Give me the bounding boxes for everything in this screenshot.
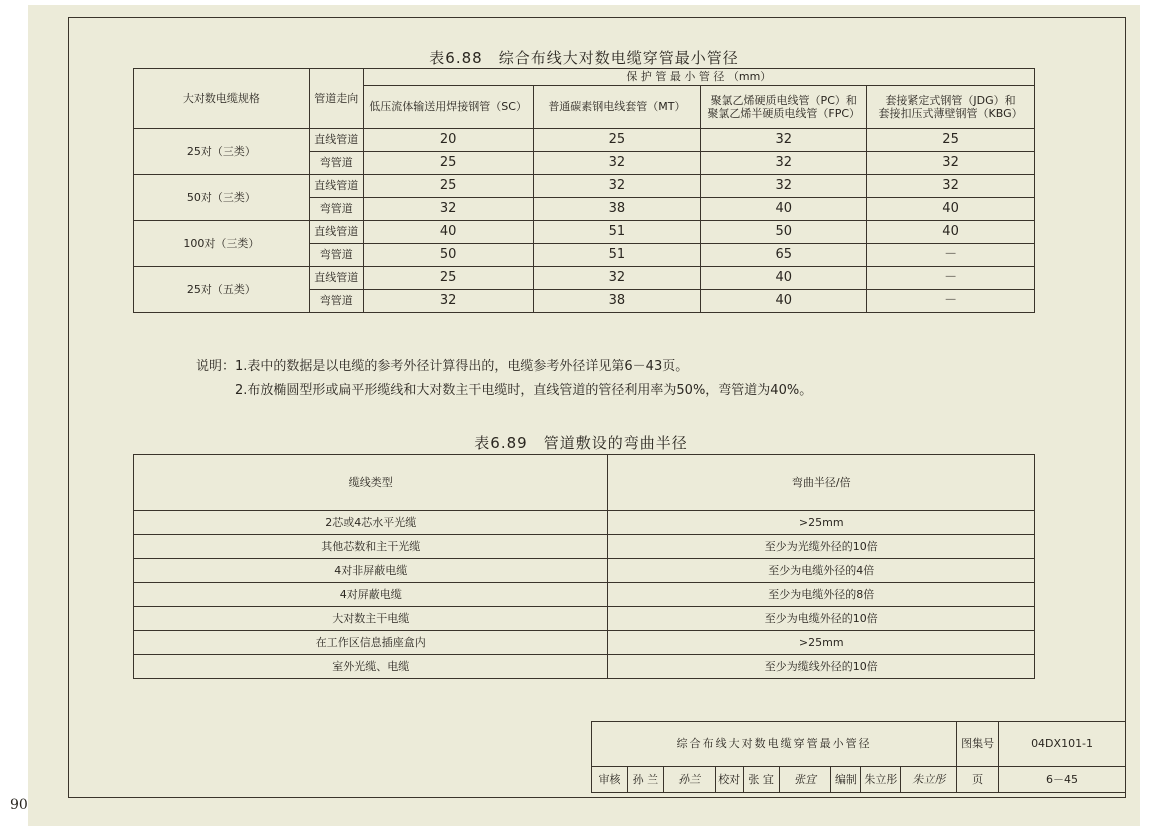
pc-cell: 40 [701,290,867,313]
jdg-cell: 32 [867,152,1035,175]
radius-cell: 至少为电缆外径的8倍 [608,583,1035,607]
header-radius: 弯曲半径/倍 [608,455,1035,511]
pc-cell: 50 [701,221,867,244]
draft-signature: 朱立彤 [901,767,957,793]
jdg-cell: 32 [867,175,1035,198]
sc-cell: 32 [363,290,533,313]
review-signature: 孙兰 [663,767,715,793]
check-label: 校对 [715,767,743,793]
table-row [134,221,1035,244]
sc-cell: 25 [363,175,533,198]
mt-cell: 25 [533,129,701,152]
type-cell: 其他芯数和主干光缆 [134,535,608,559]
mt-cell: 32 [533,267,701,290]
table-row [134,535,1035,559]
mt-cell: 32 [533,175,701,198]
radius-cell: 至少为电缆外径的10倍 [608,607,1035,631]
table-row [134,511,1035,535]
type-cell: 室外光缆、电缆 [134,655,608,679]
pc-cell: 40 [701,198,867,221]
review-label: 审核 [592,767,628,793]
header-route: 管道走向 [309,69,363,129]
sc-cell: 20 [363,129,533,152]
spec-cell: 50对（三类） [134,175,310,221]
drawing-sheet [28,5,1140,826]
sc-cell: 50 [363,244,533,267]
pc-cell: 40 [701,267,867,290]
page-label: 页 [957,767,999,793]
header-pc [701,86,867,129]
note-2: 2.布放椭圆型形或扁平形缆线和大对数主干电缆时，直线管道的管径利用率为50%，弯管道为40%。 [235,383,813,398]
sc-cell: 25 [363,267,533,290]
table88-caption: 表6.88 综合布线大对数电缆穿管最小管径 [429,49,739,67]
pc-cell: 65 [701,244,867,267]
header-group: 保 护 管 最 小 管 径 （mm） [363,69,1034,86]
table-row [134,631,1035,655]
header-jdg-line1: 套接紧定式钢管（JDG）和 [885,93,1016,107]
jdg-cell: 40 [867,221,1035,244]
table88 [133,68,1035,313]
radius-cell: >25mm [608,631,1035,655]
jdg-cell: 40 [867,198,1035,221]
table-row [134,655,1035,679]
table-row [134,129,1035,152]
drawing-title: 综合布线大对数电缆穿管最小管径 [592,722,957,767]
type-cell: 在工作区信息插座盒内 [134,631,608,655]
route-cell: 弯管道 [309,198,363,221]
table89 [133,454,1035,679]
jdg-cell: － [867,267,1035,290]
sc-cell: 40 [363,221,533,244]
review-name: 孙 兰 [627,767,663,793]
table-row [134,175,1035,198]
sc-cell: 32 [363,198,533,221]
pc-cell: 32 [701,152,867,175]
check-name: 张 宜 [743,767,779,793]
route-cell: 弯管道 [309,152,363,175]
draft-name: 朱立彤 [861,767,901,793]
draft-label: 编制 [831,767,861,793]
mt-cell: 38 [533,290,701,313]
spec-cell: 100对（三类） [134,221,310,267]
page-value: 6－45 [999,767,1126,793]
mt-cell: 51 [533,221,701,244]
note-1: 说明：1.表中的数据是以电缆的参考外径计算得出的，电缆参考外径详见第6－43页。 [196,359,689,374]
pc-cell: 32 [701,129,867,152]
header-type: 缆线类型 [134,455,608,511]
spec-cell: 25对（三类） [134,129,310,175]
header-jdg-line2: 套接扣压式薄壁钢管（KBG） [878,107,1023,120]
atlas-label: 图集号 [957,722,999,767]
type-cell: 4对屏蔽电缆 [134,583,608,607]
route-cell: 弯管道 [309,290,363,313]
radius-cell: >25mm [608,511,1035,535]
header-jdg [867,86,1035,129]
header-spec: 大对数电缆规格 [134,69,310,129]
table-row [134,267,1035,290]
route-cell: 弯管道 [309,244,363,267]
table-row [134,583,1035,607]
mt-cell: 38 [533,198,701,221]
route-cell: 直线管道 [309,175,363,198]
radius-cell: 至少为缆线外径的10倍 [608,655,1035,679]
radius-cell: 至少为光缆外径的10倍 [608,535,1035,559]
title-block [591,721,1126,793]
table-row [134,559,1035,583]
header-sc: 低压流体输送用焊接钢管（SC） [363,86,533,129]
check-signature: 张宜 [779,767,831,793]
spec-cell: 25对（五类） [134,267,310,313]
type-cell: 大对数主干电缆 [134,607,608,631]
radius-cell: 至少为电缆外径的4倍 [608,559,1035,583]
pc-cell: 32 [701,175,867,198]
jdg-cell: － [867,244,1035,267]
header-pc-line1: 聚氯乙烯硬质电线管（PC）和 [710,93,857,107]
header-pc-line2: 聚氯乙烯半硬质电线管（FPC） [707,107,861,120]
route-cell: 直线管道 [309,129,363,152]
sc-cell: 25 [363,152,533,175]
table-row [134,607,1035,631]
jdg-cell: 25 [867,129,1035,152]
jdg-cell: － [867,290,1035,313]
type-cell: 4对非屏蔽电缆 [134,559,608,583]
route-cell: 直线管道 [309,267,363,290]
mt-cell: 32 [533,152,701,175]
notes [196,355,812,403]
mt-cell: 51 [533,244,701,267]
page-number: 90 [10,797,28,813]
route-cell: 直线管道 [309,221,363,244]
header-mt: 普通碳素钢电线套管（MT） [533,86,701,129]
type-cell: 2芯或4芯水平光缆 [134,511,608,535]
table89-caption: 表6.89 管道敷设的弯曲半径 [474,434,688,452]
atlas-number: 04DX101-1 [999,722,1126,767]
